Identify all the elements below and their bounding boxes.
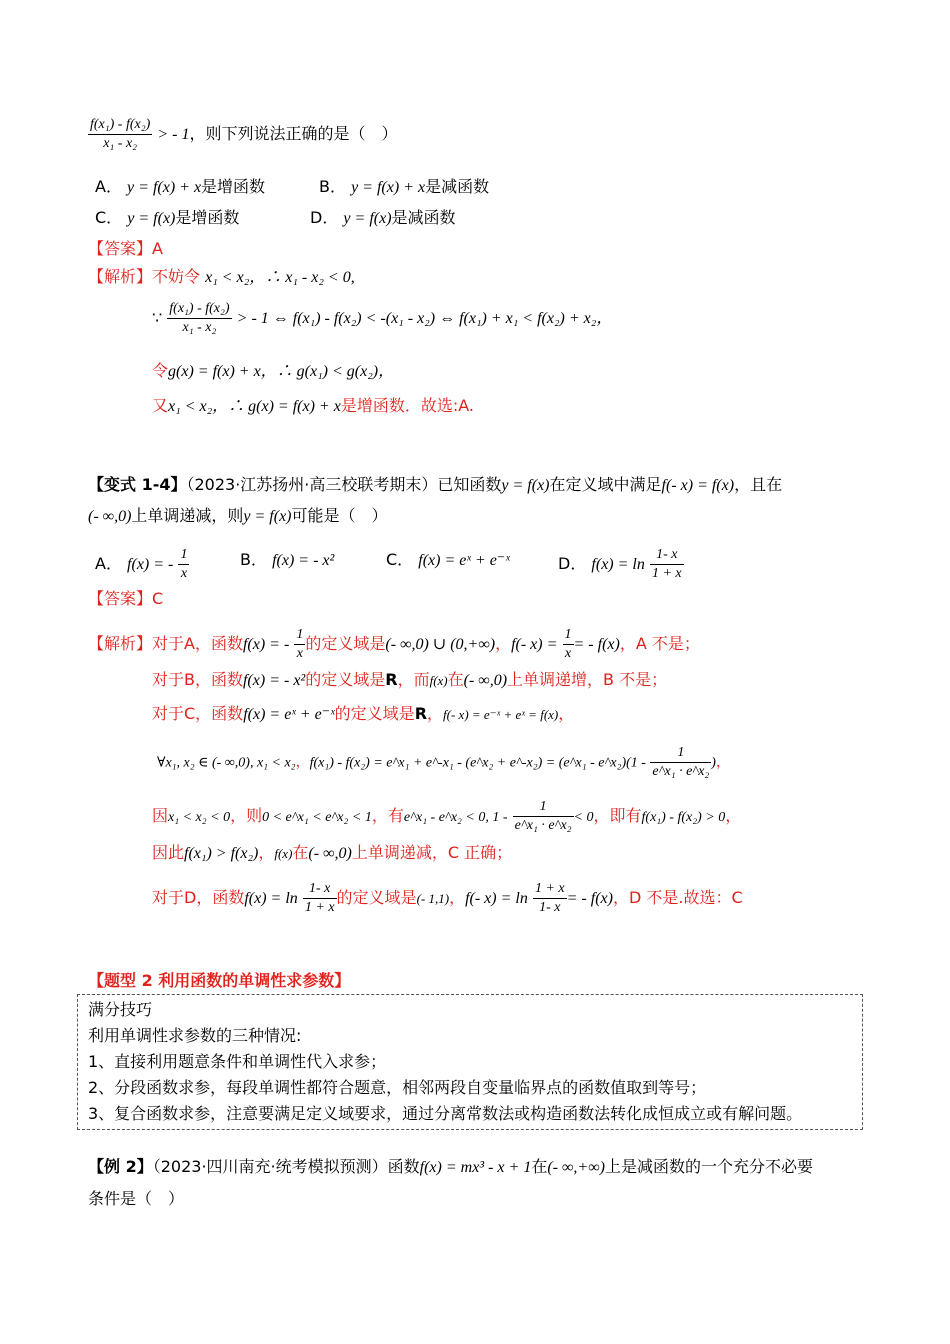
option-label: A． bbox=[95, 554, 122, 573]
fraction bbox=[167, 300, 231, 337]
fraction bbox=[88, 116, 152, 153]
analysis-math: g(x) = f(x) + x，∴ g(x₁) < g(x₂)， bbox=[168, 363, 395, 380]
option-d bbox=[310, 207, 456, 230]
analysis-math: f(x) = ln bbox=[244, 890, 298, 907]
analysis-math: (- ∞,0) bbox=[463, 672, 508, 689]
analysis-text: 对于B，函数 bbox=[152, 670, 243, 689]
fraction-numerator: 1 bbox=[294, 626, 305, 645]
fraction-numerator: f(x₁) - f(x₂) bbox=[167, 300, 231, 319]
option-a bbox=[95, 546, 189, 583]
option-label: B． bbox=[240, 550, 267, 569]
option-text: 是增函数 bbox=[175, 208, 240, 227]
source: （2023·江苏扬州·高三校联考期末） bbox=[186, 475, 438, 494]
option-math: y = f(x) + x bbox=[351, 179, 426, 196]
option-a bbox=[95, 176, 265, 199]
analysis-math: f(x₁) - f(x₂) > 0 bbox=[641, 810, 726, 825]
example-stem-line-1 bbox=[88, 1156, 813, 1179]
tips-line: 2、分段函数求参，每段单调性都符合题意，相邻两段自变量临界点的函数值取到等号； bbox=[88, 1078, 707, 1097]
analysis-math: f(- x) = bbox=[511, 636, 558, 653]
fraction-denominator: 1 + x bbox=[304, 900, 335, 915]
analysis-text: 在 bbox=[447, 670, 464, 689]
analysis-text: ，D 不是.故选：C bbox=[612, 888, 743, 907]
analysis-text: ， bbox=[449, 888, 466, 907]
example-stem-line-2: 条件是（ ） bbox=[88, 1189, 185, 1208]
tips-box bbox=[77, 994, 863, 1130]
option-label: D． bbox=[558, 554, 587, 573]
fraction bbox=[513, 798, 574, 835]
analysis-line-7 bbox=[152, 880, 743, 917]
analysis-text: ， bbox=[715, 754, 730, 771]
question-stem-line bbox=[88, 116, 398, 153]
analysis-text: ，即有 bbox=[593, 806, 642, 825]
analysis-math: f(x) = - bbox=[242, 636, 290, 653]
analysis-math: x₁ < x₂，∴ g(x) = f(x) + x bbox=[168, 398, 341, 415]
stem-math: y = f(x) bbox=[501, 477, 550, 494]
option-math: f(x) = ln bbox=[591, 556, 645, 573]
analysis-math: f(- x) = ln bbox=[465, 890, 528, 907]
analysis-line-5 bbox=[152, 798, 741, 835]
stem-math: y = f(x) bbox=[243, 508, 292, 525]
analysis-text: 的定义域是 bbox=[336, 888, 417, 907]
fraction-numerator: 1 bbox=[563, 626, 574, 645]
analysis-line-1 bbox=[88, 266, 355, 289]
analysis-line-3 bbox=[152, 360, 394, 383]
analysis-text: 的定义域是 bbox=[305, 670, 386, 689]
answer: 【答案】C bbox=[88, 589, 164, 608]
analysis-text: 的定义域是 bbox=[305, 634, 386, 653]
analysis-math: < 0 bbox=[573, 810, 594, 825]
option-c bbox=[95, 207, 239, 230]
analysis-text: ， bbox=[495, 634, 512, 653]
analysis-text: 因 bbox=[152, 806, 169, 825]
fraction-numerator: 1 bbox=[650, 744, 711, 763]
analysis-text: 的定义域是 bbox=[334, 704, 415, 723]
fraction bbox=[303, 880, 337, 917]
analysis-math: f(- x) = e⁻ˣ + eˣ = f(x) bbox=[443, 707, 559, 722]
analysis-text: 因此 bbox=[152, 843, 185, 862]
stem-text: 在定义域中满足 bbox=[549, 475, 662, 494]
tips-title: 满分技巧 bbox=[88, 1000, 153, 1019]
analysis-math: e^x₁ - e^x₂ < 0, 1 - bbox=[403, 810, 508, 825]
analysis-text: 上单调递减，C 正确； bbox=[351, 843, 513, 862]
stem-math: f(x) = mx³ - x + 1 bbox=[419, 1159, 532, 1176]
analysis-math: f(x) = - x² bbox=[242, 672, 306, 689]
analysis-label: 【解析】 bbox=[88, 267, 153, 286]
option-text: 是增函数 bbox=[201, 177, 266, 196]
stem-math: f(- x) = f(x) bbox=[661, 477, 735, 494]
real-set-symbol: R bbox=[385, 670, 398, 689]
option-b bbox=[319, 176, 489, 199]
stem-math: (- ∞,0) bbox=[88, 508, 132, 525]
analysis-line-3 bbox=[152, 703, 574, 726]
analysis-math: f(x₁) - f(x₂) = e^x₁ + e^-x₁ - (e^x₂ + e^-x₂) = (e^x₁ - e^x₂)(1 - bbox=[309, 755, 646, 771]
analysis-text: 对于A，函数 bbox=[152, 634, 243, 653]
fraction bbox=[294, 626, 305, 663]
fraction bbox=[650, 546, 684, 583]
analysis-line-1 bbox=[88, 626, 700, 663]
analysis-math: (- ∞,0) ∪ (0,+∞) bbox=[385, 636, 496, 653]
analysis-text: ， bbox=[258, 843, 275, 862]
stem-text: ，且在 bbox=[734, 475, 783, 494]
stem-text: 上是减函数的一个充分不必要 bbox=[604, 1157, 813, 1176]
analysis-label: 【解析】 bbox=[88, 634, 153, 653]
analysis-text: ，则 bbox=[230, 806, 263, 825]
analysis-math: ∀x₁, x₂ ∈ (- ∞,0), x₁ < x₂ bbox=[157, 755, 296, 771]
option-label: C． bbox=[95, 208, 123, 227]
option-b bbox=[240, 549, 334, 572]
stem-text: 可能是（ ） bbox=[291, 506, 388, 525]
analysis-text: ， bbox=[558, 704, 575, 723]
option-label: C． bbox=[386, 550, 414, 569]
analysis-math: ) bbox=[711, 755, 716, 771]
option-math: y = f(x) bbox=[127, 210, 176, 227]
analysis-text: 是增函数．故选:A. bbox=[340, 396, 474, 415]
fraction-denominator: 1- x bbox=[539, 900, 561, 915]
variant-stem-line-2 bbox=[88, 505, 388, 528]
analysis-math: = - f(x) bbox=[573, 636, 620, 653]
analysis-text: 上单调递增，B 不是； bbox=[507, 670, 668, 689]
analysis-text: 在 bbox=[292, 843, 309, 862]
fraction-numerator: 1- x bbox=[650, 546, 684, 565]
analysis-text: 又 bbox=[152, 396, 169, 415]
option-math: f(x) = - x² bbox=[272, 552, 335, 569]
analysis-line-4 bbox=[152, 395, 474, 418]
analysis-text: 令 bbox=[152, 361, 169, 380]
analysis-text: ， bbox=[725, 806, 742, 825]
variant-stem-line-1 bbox=[88, 474, 782, 497]
analysis-line-2 bbox=[152, 300, 612, 337]
analysis-math: x₁ < x₂，∴ x₁ - x₂ < 0, bbox=[205, 269, 355, 286]
analysis-math: f(x) bbox=[274, 846, 293, 861]
section-heading: 【题型 2 利用函数的单调性求参数】 bbox=[88, 971, 351, 990]
real-set-symbol: R bbox=[414, 704, 428, 723]
analysis-math: (- 1,1) bbox=[416, 891, 450, 906]
inequality: > - 1 bbox=[157, 126, 190, 143]
stem-text: 函数 bbox=[387, 1157, 420, 1176]
stem-text: 上单调递减，则 bbox=[131, 506, 244, 525]
analysis-math: (- ∞,0) bbox=[308, 845, 352, 862]
fraction-denominator: x bbox=[296, 646, 303, 661]
fraction bbox=[563, 626, 574, 663]
fraction-denominator: x bbox=[180, 566, 188, 581]
analysis-line-6 bbox=[152, 842, 512, 865]
analysis-math: = - f(x) bbox=[566, 890, 613, 907]
fraction-numerator: f(x₁) - f(x₂) bbox=[88, 116, 152, 135]
variant-label: 【变式 1-4】 bbox=[88, 475, 187, 494]
fraction-denominator: e^x₁ · e^x₂ bbox=[652, 764, 710, 779]
stem-text: 已知函数 bbox=[437, 475, 502, 494]
option-math: f(x) = eˣ + e⁻ˣ bbox=[418, 552, 510, 569]
option-label: D． bbox=[310, 208, 339, 227]
analysis-text: ， bbox=[295, 754, 310, 771]
fraction-denominator: x₁ - x₂ bbox=[182, 320, 217, 335]
option-c bbox=[386, 549, 510, 572]
fraction-numerator: 1 bbox=[178, 546, 189, 565]
stem-text: ，则下列说法正确的是（ ） bbox=[189, 124, 398, 143]
option-label: B． bbox=[319, 177, 346, 196]
analysis-math: > - 1 ⇔ f(x₁) - f(x₂) < -(x₁ - x₂) ⇔ f(x₁) + x₁ < f(x₂) + x₂， bbox=[236, 310, 613, 327]
fraction-denominator: x₁ - x₂ bbox=[103, 136, 138, 151]
option-math: y = f(x) + x bbox=[127, 179, 202, 196]
analysis-line-2 bbox=[152, 669, 667, 692]
analysis-math: x₁ < x₂ < 0 bbox=[168, 810, 231, 825]
analysis-math: 0 < e^x₁ < e^x₂ < 1 bbox=[262, 810, 372, 825]
fraction-denominator: x bbox=[564, 646, 572, 661]
option-text: 是减函数 bbox=[391, 208, 456, 227]
analysis-text: 对于D，函数 bbox=[152, 888, 245, 907]
tips-line: 利用单调性求参数的三种情况: bbox=[88, 1026, 302, 1045]
analysis-math: f(x) bbox=[429, 673, 448, 688]
analysis-text: 不妨令 bbox=[152, 267, 201, 286]
analysis-line-4 bbox=[157, 744, 730, 781]
option-text: 是减函数 bbox=[425, 177, 490, 196]
option-math: f(x) = - bbox=[127, 556, 174, 573]
example-label: 【例 2】 bbox=[88, 1157, 153, 1176]
fraction-denominator: e^x₁ · e^x₂ bbox=[514, 818, 572, 833]
fraction bbox=[650, 744, 711, 781]
analysis-text: ，有 bbox=[371, 806, 404, 825]
option-math: y = f(x) bbox=[343, 210, 392, 227]
option-d bbox=[558, 546, 684, 583]
tips-line: 1、直接利用题意条件和单调性代入求参； bbox=[88, 1052, 387, 1071]
stem-text: 在 bbox=[531, 1157, 548, 1176]
analysis-text: ，A 不是； bbox=[619, 634, 700, 653]
fraction-denominator: 1 + x bbox=[651, 566, 682, 581]
fraction-numerator: 1 + x bbox=[533, 880, 567, 899]
fraction-numerator: 1- x bbox=[303, 880, 337, 899]
analysis-math: f(x₁) > f(x₂) bbox=[184, 845, 259, 862]
tips-line: 3、复合函数求参，注意要满足定义域要求，通过分离常数法或构造函数法转化成恒成立或有解问题。 bbox=[88, 1104, 803, 1123]
fraction bbox=[178, 546, 189, 583]
fraction bbox=[533, 880, 567, 917]
analysis-math: f(x) = eˣ + e⁻ˣ bbox=[243, 706, 335, 723]
option-label: A． bbox=[95, 177, 122, 196]
analysis-text: ，而 bbox=[397, 670, 430, 689]
analysis-text: ， bbox=[427, 704, 444, 723]
answer: 【答案】A bbox=[88, 239, 163, 258]
because-symbol: ∵ bbox=[152, 308, 163, 327]
fraction-numerator: 1 bbox=[513, 798, 574, 817]
analysis-text: 对于C，函数 bbox=[152, 704, 244, 723]
stem-math: (- ∞,+∞) bbox=[547, 1159, 605, 1176]
source: （2023·四川南充·统考模拟预测） bbox=[152, 1157, 388, 1176]
